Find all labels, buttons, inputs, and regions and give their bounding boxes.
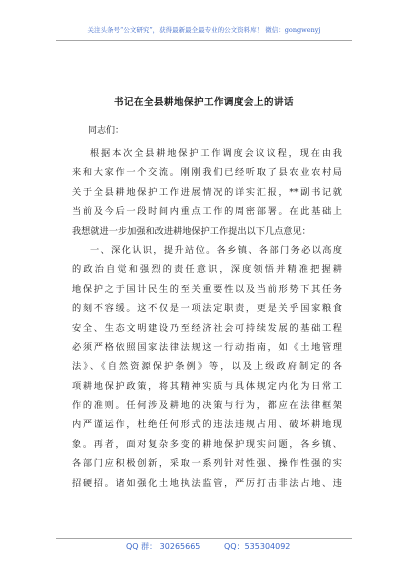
body-line: 的刻不容缓。这不仅是一项法定职责，更是关乎国家粮食 bbox=[72, 303, 342, 315]
body-line: 内严谨运作，杜绝任何形式的违法违规占用、破坏耕地现 bbox=[72, 419, 342, 431]
document-title: 书记在全县耕地保护工作调度会上的讲话 bbox=[113, 97, 294, 108]
body-line: 必须严格依照国家法律法规这一行动指南，如《土地管理 bbox=[72, 341, 342, 353]
body-line: 关于全县耕地保护工作进展情况的详实汇报，**副书记就 bbox=[72, 186, 342, 198]
document-body bbox=[72, 144, 342, 493]
footer bbox=[56, 538, 352, 553]
body-line: 各部门应积极创新，采取一系列针对性强、操作性强的实 bbox=[72, 458, 342, 470]
footer-qq-contact: QQ：535304092 bbox=[224, 542, 291, 551]
body-line: 的政治自觉和强烈的责任意识，深度领悟并精准把握耕 bbox=[72, 264, 342, 276]
body-line: 地保护之于国计民生的至关重要性以及当前形势下其任务 bbox=[72, 283, 342, 295]
body-line: 安全、生态文明建设乃至经济社会可持续发展的基础工程 bbox=[72, 322, 342, 334]
body-line: 来和大家作一个交流。刚刚我们已经听取了县农业农村局 bbox=[72, 167, 342, 179]
footer-qq-group: QQ 群： 30265665 bbox=[126, 542, 201, 551]
body-line: 一、深化认识，提升站位。各乡镇、各部门务必以高度 bbox=[90, 244, 342, 256]
body-line: 招硬招。诸如强化土地执法监管，严厉打击非法占地、违 bbox=[72, 477, 342, 489]
body-line: 作的准则。任何涉及耕地的决策与行为，都应在法律框架 bbox=[72, 400, 342, 412]
header-note: 关注头条号“公文研究”，获得最新最全最专业的公文资料库！ 微信：gongwenyj bbox=[56, 20, 352, 41]
body-line: 象。再者，面对复杂多变的耕地保护现实问题，各乡镇、 bbox=[72, 438, 342, 450]
body-line: 当前及今后一段时间内重点工作的周密部署。在此基础上 bbox=[72, 206, 342, 218]
salutation: 同志们： bbox=[88, 126, 125, 136]
body-line: 项耕地保护政策，将其精神实质与具体规定内化为日常工 bbox=[72, 380, 342, 392]
body-line: 法》、《自然资源保护条例》等，以及上级政府制定的各 bbox=[72, 361, 342, 373]
body-line: 我想就进一步加强和改进耕地保护工作提出以下几点意见： bbox=[72, 225, 311, 237]
body-line: 根据本次全县耕地保护工作调度会议议程，现在由我 bbox=[90, 148, 342, 159]
